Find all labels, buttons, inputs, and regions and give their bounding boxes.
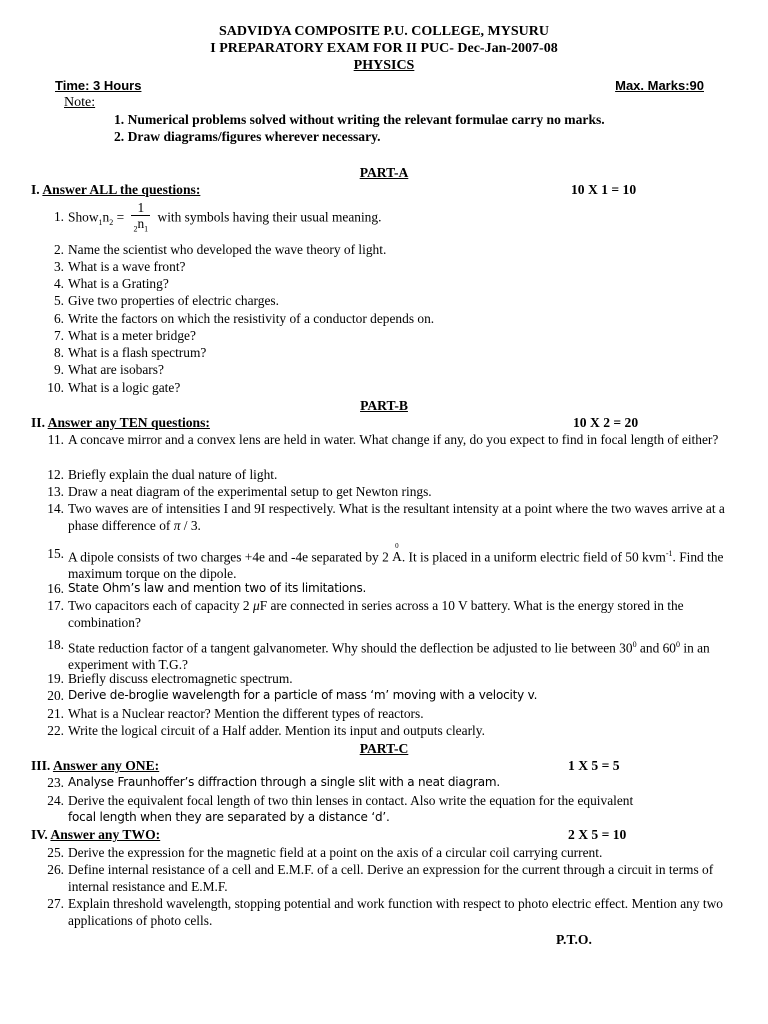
pi-symbol: π: [173, 518, 181, 533]
question-1: [28, 200, 718, 236]
question-text: What are isobars?: [68, 362, 164, 377]
question-text: focal length when they are separated by a distance ‘d’.: [68, 810, 390, 824]
section-2-marks: 10 X 2 = 20: [573, 415, 639, 430]
question-text: Analyse Fraunhoffer’s diffraction through a single slit with a neat diagram.: [68, 775, 500, 789]
question-text: What is a Nuclear reactor? Mention the different types of reactors.: [68, 706, 424, 721]
question-text: Derive de-broglie wavelength for a particle of mass ‘m’ moving with a velocity v.: [68, 688, 538, 702]
question-text: Two waves are of intensities I and 9I respectively. What is the resultant intensity at a point where the two waves arrive at a phase difference of π / 3.: [68, 501, 725, 533]
angstrom-symbol: 0 A: [392, 542, 402, 565]
question-text: Write the logical circuit of a Half adder. Mention its input and outputs clearly.: [68, 723, 485, 738]
note-item-2: 2. Draw diagrams/figures wherever necessary.: [114, 129, 381, 144]
question-text: Two capacitors each of capacity 2 μF are connected in series across a 10 V battery. What is the energy stored in the combination?: [68, 598, 684, 630]
pto-label: P.T.O.: [556, 932, 592, 947]
question-text: What is a Grating?: [68, 276, 169, 291]
question-text: Derive the expression for the magnetic field at a point on the axis of a circular coil carrying current.: [68, 845, 603, 860]
question-number: 1.: [53, 209, 64, 224]
time-label: Time: 3 Hours: [55, 78, 142, 93]
question-text: Briefly explain the dual nature of light.: [68, 467, 278, 482]
question-text: What is a flash spectrum?: [68, 345, 207, 360]
section-4-header: [31, 826, 160, 843]
section-1-roman: I.: [31, 182, 40, 197]
college-name: SADVIDYA COMPOSITE P.U. COLLEGE, MYSURU: [219, 24, 549, 39]
question-text: State reduction factor of a tangent galvanometer. Why should the deflection be adjusted to lie between $30^0$ and $60^0$ in an experiment with T.G.?: [68, 640, 710, 673]
section-1-marks: 10 X 1 = 10: [571, 182, 637, 197]
section-1-header: [31, 181, 200, 198]
section-3-header: [31, 757, 159, 774]
question-text: What is a logic gate?: [68, 380, 181, 395]
question-text: Define internal resistance of a cell and E.M.F. of a cell. Derive an expression for the current through a circuit in terms of internal resistance and E.M.F.: [68, 862, 714, 894]
mu-symbol: μ: [252, 598, 260, 613]
subject-title: PHYSICS: [353, 58, 415, 73]
note-title: Note:: [64, 95, 96, 110]
max-marks-label: Max. Marks:90: [615, 78, 704, 93]
question-text: Give two properties of electric charges.: [68, 293, 279, 308]
question-text: State Ohm’s law and mention two of its limitations.: [68, 581, 367, 595]
question-text: $Show_1n_2$ = $\frac{1}{_2n_1}$ with symbols having their usual meaning.: [68, 200, 732, 237]
fraction: $\frac{1}{_2n_1}$: [133, 200, 149, 234]
part-a-title: PART-A: [359, 165, 409, 180]
part-b-title: PART-B: [360, 398, 408, 413]
section-4-marks: 2 X 5 = 10: [568, 827, 627, 842]
question-text: Draw a neat diagram of the experimental setup to get Newton rings.: [68, 484, 432, 499]
question-text: A dipole consists of two charges +4e and -4e separated by 2 0 A. It is placed in a uniform electric field of 50 kvm$^{-1}$. Find the maximum torque on the dipole.: [68, 542, 724, 582]
question-text: A concave mirror and a convex lens are held in water. What change if any, do you expect to find in focal length of either?: [68, 432, 719, 447]
exam-title: I PREPARATORY EXAM FOR II PUC- Dec-Jan-2007-08: [210, 41, 558, 56]
note-item-1: 1. Numerical problems solved without writing the relevant formulae carry no marks.: [114, 112, 605, 127]
section-2-label: Answer any TEN questions:: [47, 415, 210, 430]
question-text: Briefly discuss electromagnetic spectrum.: [68, 671, 293, 686]
section-3-roman: III.: [31, 758, 51, 773]
section-2-header: [31, 414, 210, 431]
section-3-marks: 1 X 5 = 5: [568, 758, 620, 773]
section-2-roman: II.: [31, 415, 45, 430]
question-text: Derive the equivalent focal length of two thin lenses in contact. Also write the equation for the equivalent: [68, 793, 634, 808]
question-text: Write the factors on which the resistivity of a conductor depends on.: [68, 311, 435, 326]
question-text: Name the scientist who developed the wave theory of light.: [68, 242, 387, 257]
question-text: What is a wave front?: [68, 259, 186, 274]
section-3-label: Answer any ONE:: [52, 758, 160, 773]
section-4-label: Answer any TWO:: [50, 827, 161, 842]
question-text: Explain threshold wavelength, stopping potential and work function with respect to photo electric effect. Mention any two applications of photo cells.: [68, 896, 723, 928]
part-c-title: PART-C: [359, 741, 409, 756]
section-1-label: Answer ALL the questions:: [42, 182, 201, 197]
exam-page: SADVIDYA COMPOSITE P.U. COLLEGE, MYSURU I PREPARATORY EXAM FOR II PUC- Dec-Jan-2007-08 PHYSICS Time: 3 Hours Max. Marks:90 Note: 1. Numerical problems solved without writing the relevant formulae carry no marks. 2. Draw diagrams/figures wherever necessary. PART-A I. Answer ALL the questions: 10 X 1 = 10 1. $Show_1n_2$ = $\frac{1}{_2n_1}$ with symbols having their usual meaning. 2. Name the scientist who developed the wave theory of light. 3. What is a wave front? 4. What is a Grating? 5. Give two properties of electric charges. 6. Write the factors on which the resistivity of a conductor depends on. 7. What is a meter bridge? 8. What is a flash spectrum? 9. What are isobars? 10. What is a logic gate? PART-B II. Answer any TEN questions: 10 X 2 = 20 11. A concave mirror and a convex lens are held in water. What change if any, do you expect to find in focal length of either? 12. Briefly explain the dual nature of light. 13. Draw a neat diagram of the experimental setup to get Newton rings. 14. Two waves are of intensities I and 9I respectively. What is the resultant intensity at a point where the two waves arrive at a phase difference of π / 3. 15. A dipole consists of two charges +4e and -4e separated by 2 0 A. It is placed in a uniform electric field of 50 kvm$^{-1}$. Find the maximum torque on the dipole. 16. State Ohm’s law and mention two of its limitations. 17. Two capacitors each of capacity 2 μF are connected in series across a 10 V battery. What is the energy stored in the combination? 18. State reduction factor of a tangent galvanometer. Why should the deflection be adjusted to lie between $30^0$ and $60^0$ in an experiment with T.G.? 19. Briefly discuss electromagnetic spectrum. 20. Derive de-broglie wavelength for a particle of mass ‘m’ moving with a velocity v. 21. What is a Nuclear reactor? Mention the different types of reactors. 22. Write the logical circuit of a Half adder. Mention its input and outputs clearly. PART-C III. Answer any ONE: 1 X 5 = 5 23. Analyse Fraunhoffer’s diffraction through a single slit with a neat diagram. 24. Derive the equivalent focal length of two thin lenses in contact. Also write the equation for the equivalent focal length when they are separated by a distance ‘d’. IV. Answer any TWO: 2 X 5 = 10 25. Derive the expression for the magnetic field at a point on the axis of a circular coil carrying current. 26. Define internal resistance of a cell and E.M.F. of a cell. Derive an expression for the current through a circuit in terms of internal resistance and E.M.F. 27. Explain threshold wavelength, stopping potential and work function with respect to photo electric effect. Mention any two applications of photo cells. P.T.O.: [0, 0, 768, 1024]
question-text: What is a meter bridge?: [68, 328, 196, 343]
section-4-roman: IV.: [31, 827, 48, 842]
